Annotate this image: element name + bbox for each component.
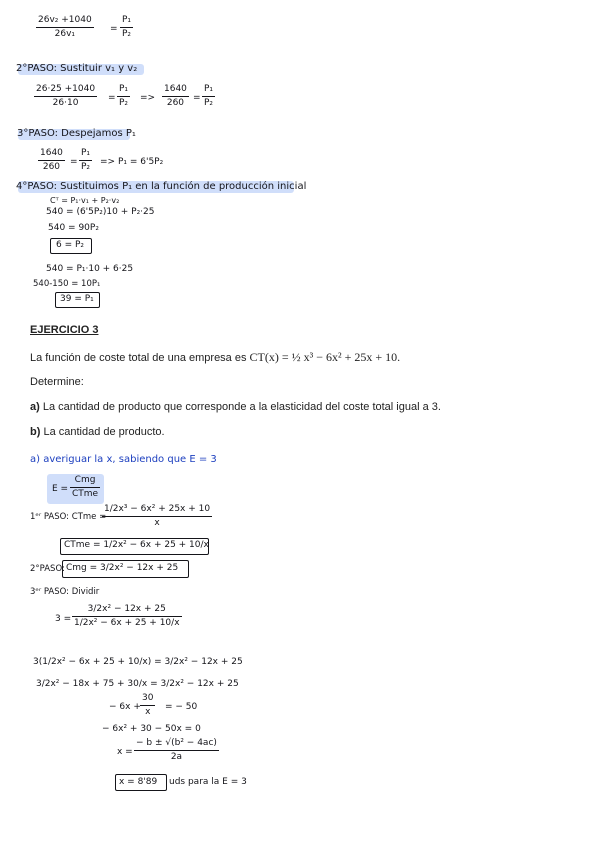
equals-sign: = <box>108 93 116 103</box>
eq1-right-fraction <box>120 16 133 39</box>
elasticity-denominator: CTme <box>72 489 99 499</box>
ctme-result: CTme = 1/2x² − 6x + 25 + 10/x <box>64 540 209 550</box>
question-a-label: a) <box>30 401 40 413</box>
elasticity-lhs: E = <box>52 484 69 494</box>
paso3-sol-label: 3ᵉʳ PASO: Dividir <box>30 587 100 597</box>
equals-sign: = <box>193 93 201 103</box>
eq2-final-denominator: P₂ <box>204 98 214 108</box>
eq3-mid-numerator: P₁ <box>81 148 91 158</box>
eq2-mid-fraction <box>117 85 130 108</box>
division-fraction <box>72 605 182 628</box>
eq1-right-denominator: P₂ <box>122 29 132 39</box>
quadratic-denominator: 2a <box>134 750 219 762</box>
ctme-numerator: 1/2x³ − 6x² + 25x + 10 <box>104 504 211 514</box>
question-b-label: b) <box>30 426 41 438</box>
eq2-mid-numerator: P₁ <box>119 84 129 94</box>
eq1-left-fraction <box>36 16 94 39</box>
determine-text: Determine: <box>30 376 84 388</box>
paso1-label: 1ᵉʳ PASO: CTme = <box>30 512 107 522</box>
division-denominator: 1/2x² − 6x + 25 + 10/x <box>74 618 180 628</box>
elasticity-numerator: Cmg <box>74 475 96 485</box>
line-540-p1: 540 = P₁·10 + 6·25 <box>46 264 134 274</box>
eq2-result-fraction <box>162 85 189 108</box>
eq2-result-numerator: 1640 <box>164 84 187 94</box>
paso3-heading: 3°PASO: Despejamos P₁ <box>17 128 136 139</box>
question-a <box>30 401 441 413</box>
exercise-title: EJERCICIO 3 <box>30 324 99 336</box>
line-540-sub: 540 = (6'5P₂)10 + P₂·25 <box>46 207 155 217</box>
intro-text: La función de coste total de una empresa es <box>30 352 247 364</box>
step-reduce-numerator: 30 <box>142 693 154 703</box>
question-b-text: La cantidad de producto. <box>43 426 165 438</box>
implies-arrow: => <box>140 93 156 103</box>
question-b <box>30 426 165 438</box>
eq2-denominator: 26·10 <box>34 96 97 108</box>
eq2-mid-denominator: P₂ <box>119 98 129 108</box>
division-numerator: 3/2x² − 12x + 25 <box>87 604 166 614</box>
eq2-final-numerator: P₁ <box>204 84 214 94</box>
paso2-sol-label: 2°PASO: <box>30 564 65 574</box>
line-p2: 6 = P₂ <box>56 240 85 250</box>
eq2-left-fraction <box>34 85 97 108</box>
eq3-result: => P₁ = 6'5P₂ <box>100 157 164 167</box>
paso4-heading: 4°PASO: Sustituimos P₁ en la función de producción inicial <box>16 181 307 192</box>
line-p1: 39 = P₁ <box>60 294 94 304</box>
eq1-numerator: 26v₂ +1040 <box>38 15 92 25</box>
elasticity-fraction <box>70 476 100 499</box>
eq3-left-fraction <box>38 149 65 172</box>
step-reduce-post: = − 50 <box>165 702 198 712</box>
step-simplify: 3/2x² − 18x + 75 + 30/x = 3/2x² − 12x + 25 <box>36 679 239 689</box>
eq3-denominator: 260 <box>38 160 65 172</box>
eq3-mid-denominator: P₂ <box>81 162 91 172</box>
ctme-denominator: x <box>102 516 212 528</box>
final-answer: x = 8'89 <box>119 777 158 787</box>
eq3-mid-fraction <box>79 149 92 172</box>
ctme-fraction <box>102 505 212 528</box>
line-ct: Cᵀ = P₁·v₁ + P₂·v₂ <box>50 196 120 205</box>
step-reduce-denominator: x <box>140 705 155 717</box>
quadratic-numerator: − b ± √(b² − 4ac) <box>136 738 217 748</box>
eq1-denominator: 26v₁ <box>36 27 94 39</box>
eq3-numerator: 1640 <box>40 148 63 158</box>
eq2-numerator: 26·25 +1040 <box>36 84 96 94</box>
step-expand: 3(1/2x² − 6x + 25 + 10/x) = 3/2x² − 12x + 25 <box>33 657 243 667</box>
final-answer-tail: uds para la E = 3 <box>169 777 247 787</box>
eq2-result-denominator: 260 <box>162 96 189 108</box>
division-lhs: 3 = <box>55 614 72 624</box>
quadratic-formula <box>134 739 219 762</box>
equals-sign: = <box>110 24 118 34</box>
line-390: 540-150 = 10P₁ <box>33 279 101 289</box>
step-quadratic: − 6x² + 30 − 50x = 0 <box>102 724 201 734</box>
exercise-intro <box>30 350 400 365</box>
step-reduce-pre: − 6x + <box>109 702 141 712</box>
question-a-text: La cantidad de producto que corresponde a la elasticidad del coste total igual a 3. <box>42 401 441 413</box>
equals-sign: = <box>70 157 78 167</box>
eq1-right-numerator: P₁ <box>122 15 132 25</box>
cmg-result: Cmg = 3/2x² − 12x + 25 <box>66 563 179 573</box>
eq2-final-fraction <box>202 85 215 108</box>
cost-function-formula: CT(x) = ½ x³ − 6x² + 25x + 10. <box>249 350 401 364</box>
solution-a-heading: a) averiguar la x, sabiendo que E = 3 <box>30 454 217 465</box>
line-540-90p2: 540 = 90P₂ <box>48 223 99 233</box>
step-reduce-fraction <box>140 694 155 717</box>
paso2-heading: 2°PASO: Sustituir v₁ y v₂ <box>16 63 138 74</box>
quadratic-lhs: x = <box>117 747 133 757</box>
